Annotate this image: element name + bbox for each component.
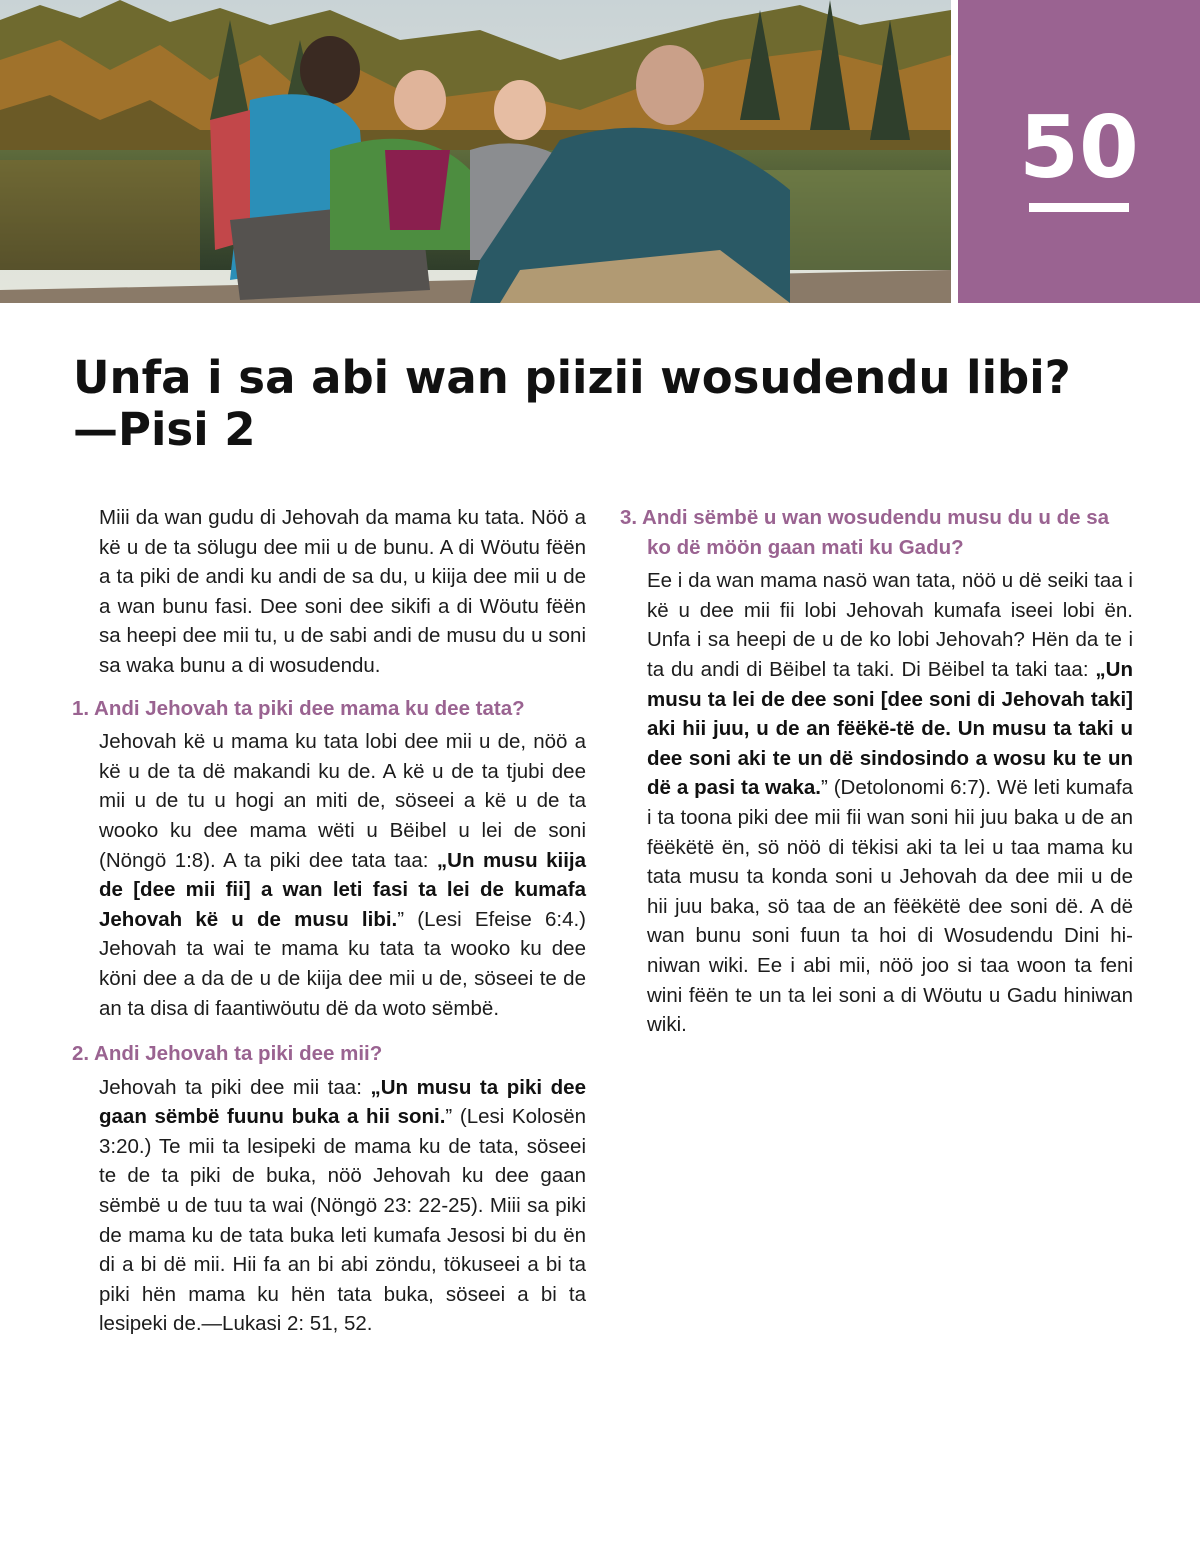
- intro-paragraph: Miii da wan gudu di Jehovah da mama ku tata. Nöö a kë u de ta sölugu dee mii u de bunu. A di Wöutu fëën a ta piki de andi ku andi de sa du, u kiija dee mii u de a wan bunu fasi. Dee soni dee sikifi a di Wöutu fëën sa heepi dee mii tu, u de sabi andi de musu du u soni sa waka bunu a di wosudendu.: [99, 506, 586, 677]
- section-body: [99, 1073, 586, 1339]
- section-body: [99, 727, 586, 1023]
- section-3: [620, 503, 1133, 1040]
- body-text: Jehovah ta piki dee mii taa:: [99, 1075, 371, 1099]
- page-title-line-2: —Pisi 2: [73, 403, 256, 456]
- body-text: Ee i da wan mama nasö wan tata, nöö u dë seiki taa i kë u dee mii fii lobi Jehovah kumafa iseei lobi ën. Unfa i sa heepi de u de ko lobi Jehovah? Hën da te i ta du andi di Bëibel ta taki. Di Bëibel ta taki taa:: [647, 569, 1133, 681]
- right-column: [620, 503, 1133, 1056]
- page-title-line-1: Unfa i sa abi wan piizii wosudendu libi?: [73, 351, 1071, 404]
- lesson-number-box: [958, 0, 1200, 303]
- family-photo-icon: [0, 0, 951, 303]
- body-text: ” (Detolonomi 6:7). Wë leti kumafa i ta toona piki dee mii fii wan soni hii juu baka u de an fëëkëtë ën, sö nöö di tëkisi aki ta lei u taa mama ku tata musu ta konda soni u Jehovah da dee mii u de hii juu baka, sö taa de an fëëkëtë dee soni dë. A dë wan bunu soni fuun ta hoi di Wosudendu Dini hi-niwan wiki. Ee i abi mii, nöö joo si taa woon ta feni wini fëën te un ta lei soni a di Wöutu u Gadu hiniwan wiki.: [647, 776, 1133, 1037]
- body-text: ” (Lesi Kolosën 3:20.) Te mii ta lesipeki de mama ku de tata, söseei te de ta piki de buka, nöö Jehovah ku dee gaan sëmbë u de tuu ta wai (Nöngö 23: 22-25). Miii sa piki de mama ku de tata buka leti kumafa Jesosi bi du ën di a bi dë mii. Hii fa an bi abi zöndu, tökuseei a bi ta piki hën mama ku hën tata buka, söseei a bi ta lesipeki de.—Lukasi 2: 51, 52.: [99, 1105, 586, 1336]
- section-body: [647, 566, 1133, 1040]
- left-column: [72, 503, 586, 1355]
- section-2: [72, 1039, 586, 1339]
- scripture-quote: „Un musu kiija de [dee mii fii] a wan leti fasi ta lei de kumafa Jehovah kë u de musu libi.: [99, 848, 586, 931]
- scripture-quote: „Un musu ta piki dee gaan sëmbë fuunu buka a hii soni.: [99, 1075, 586, 1129]
- lesson-number-underline: [1029, 203, 1129, 212]
- hero-image: [0, 0, 951, 303]
- scripture-quote: „Un musu ta lei de dee soni [dee soni di Jehovah taki] aki hii juu, u de an fëëkë-të de. Un musu ta taki u dee soni aki te un dë sindosindo a wosu ku te un dë a pasi ta waka.: [647, 657, 1133, 800]
- section-heading: 2. Andi Jehovah ta piki dee mii?: [72, 1042, 383, 1066]
- section-heading: 3. Andi sëmbë u wan wosudendu musu du u de sa ko dë möön gaan mati ku Gadu?: [620, 506, 1110, 559]
- body-text: Jehovah kë u mama ku tata lobi dee mii u de, nöö a kë u de ta dë makandi ku de. A kë u de ta tjubi dee mii u de tu u hogi an miti de, söseei a kë u de ta wooko ku dee mama wëti u Bëibel u lei de soni (Nöngö 1:8). A ta piki dee tata taa:: [99, 730, 586, 872]
- body-text: ” (Lesi Efeise 6:4.) Jehovah ta wai te mama ku tata ta wooko ku dee köni dee a da de u de kiija dee mii u de, söseei te de an ta disa di faantiwöutu dë da woto sëmbë.: [99, 907, 587, 1020]
- page-title: [73, 352, 1133, 456]
- section-1: [72, 694, 586, 1024]
- lesson-number: 50: [1019, 98, 1139, 198]
- section-heading: 1. Andi Jehovah ta piki dee mama ku dee tata?: [72, 696, 525, 720]
